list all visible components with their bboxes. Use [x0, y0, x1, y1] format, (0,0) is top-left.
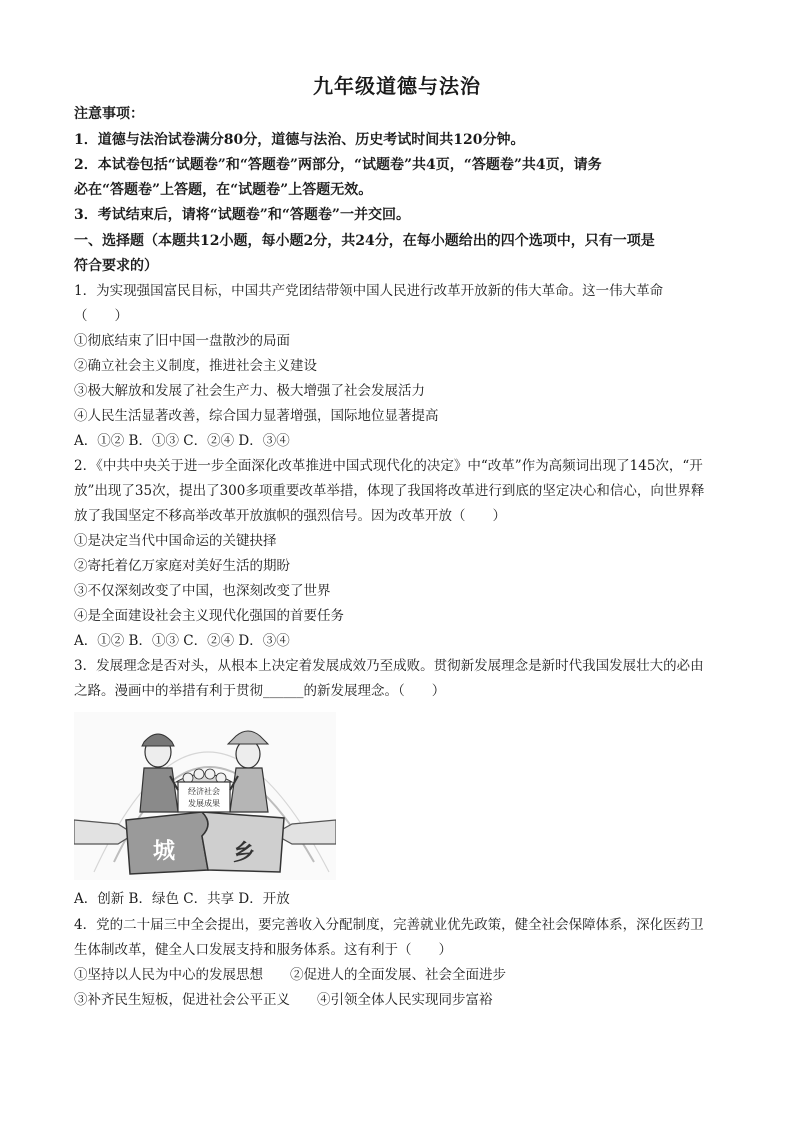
q2-option: ③不仅深刻改变了中国，也深刻改变了世界 [74, 583, 331, 599]
q1-stem-cont: （ ） [74, 308, 128, 324]
notice-item-2: 2．本试卷包括“试题卷”和“答题卷”两部分，“试题卷”共4页，“答题卷”共4页，请务 [74, 157, 602, 173]
city-piece-label: 城 [152, 839, 176, 864]
page-title: 九年级道德与法治 [313, 74, 481, 98]
q1-answer-choices: A．①② B．①③ C．②④ D．③④ [74, 433, 290, 449]
q2-option: ②寄托着亿万家庭对美好生活的期盼 [74, 558, 290, 574]
q4-options-row: ③补齐民生短板，促进社会公平正义 ④引领全体人民实现同步富裕 [74, 992, 493, 1008]
basket-label-line2: 发展成果 [188, 799, 220, 808]
q4-stem: 4．党的二十届三中全会提出，要完善收入分配制度，完善就业优先政策，健全社会保障体系，深化医药卫 [74, 917, 704, 933]
q3-stem: 3．发展理念是否对头，从根本上决定着发展成效乃至成败。贯彻新发展理念是新时代我国发展壮大的必由 [74, 658, 704, 674]
q1-option: ②确立社会主义制度，推进社会主义建设 [74, 358, 317, 374]
notice-heading: 注意事项： [74, 106, 144, 122]
q2-stem-cont: 放”出现了35次，提出了300多项重要改革举措，体现了我国将改革进行到底的坚定决心和信心，向世界释 [74, 483, 705, 499]
q3-answer-choices: A．创新 B．绿色 C．共享 D．开放 [74, 891, 290, 907]
q2-option: ①是决定当代中国命运的关键抉择 [74, 533, 277, 549]
notice-item-1: 1．道德与法治试卷满分80分，道德与法治、历史考试时间共120分钟。 [74, 132, 525, 148]
q4-options-row: ①坚持以人民为中心的发展思想 ②促进人的全面发展、社会全面进步 [74, 967, 506, 983]
q4-stem-cont: 生体制改革，健全人口发展支持和服务体系。这有利于（ ） [74, 942, 452, 958]
section-heading-cont: 符合要求的） [74, 258, 158, 274]
basket-label-line1: 经济社会 [188, 787, 220, 796]
q2-answer-choices: A．①② B．①③ C．②④ D．③④ [74, 633, 290, 649]
q1-stem: 1．为实现强国富民目标，中国共产党团结带领中国人民进行改革开放新的伟大革命。这一伟大革命 [74, 283, 664, 299]
q1-option: ③极大解放和发展了社会生产力、极大增强了社会发展活力 [74, 383, 425, 399]
village-piece-label: 乡 [232, 841, 256, 866]
notice-item-2-cont: 必在“答题卷”上答题，在“试题卷”上答题无效。 [74, 182, 373, 198]
notice-item-3: 3．考试结束后，请将“试题卷”和“答题卷”一并交回。 [74, 207, 410, 223]
cartoon-image [74, 712, 336, 880]
q2-option: ④是全面建设社会主义现代化强国的首要任务 [74, 608, 344, 624]
q1-option: ①彻底结束了旧中国一盘散沙的局面 [74, 333, 290, 349]
section-heading: 一、选择题（本题共12小题，每小题2分，共24分，在每小题给出的四个选项中，只有一项是 [74, 233, 655, 249]
q3-stem-cont: 之路。漫画中的举措有利于贯彻______的新发展理念。（ ） [74, 683, 446, 699]
q1-option: ④人民生活显著改善，综合国力显著增强，国际地位显著提高 [74, 408, 439, 424]
q2-stem: 2．《中共中央关于进一步全面深化改革推进中国式现代化的决定》中“改革”作为高频词出现了145次，“开 [74, 458, 703, 474]
q2-stem-cont: 放了我国坚定不移高举改革开放旗帜的强烈信号。因为改革开放（ ） [74, 508, 506, 524]
